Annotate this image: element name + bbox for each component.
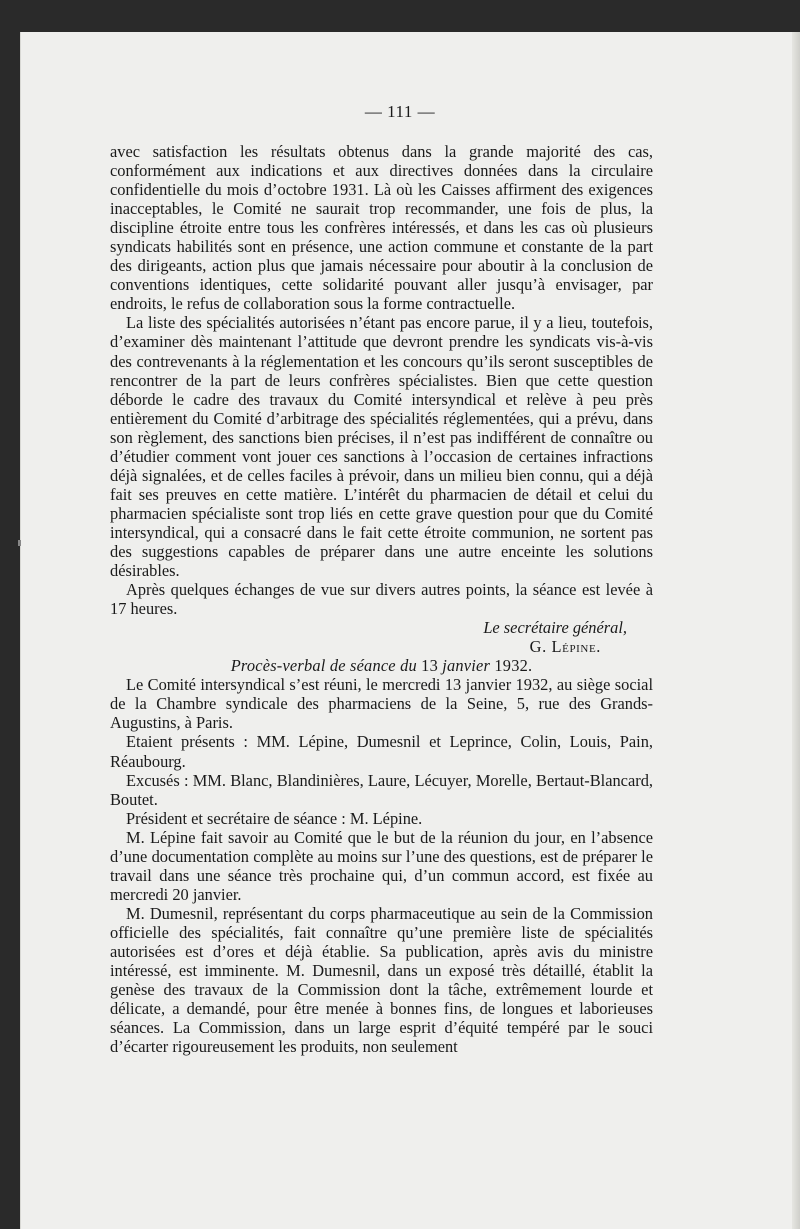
paragraph-specialities: La liste des spécialités autorisées n’étant pas encore parue, il y a lieu, toutefois, d’examiner dès maintenant l’attitude que devront prendre les syndicats vis-à-vis des contrevenants à la réglementation et les concours qu’ils seront susceptibles de rencontrer de la part de leurs confrères spécialistes. Bien que cette question déborde le cadre des travaux du Comité intersyndical et relève à peu près entièrement du Comité d’arbitrage des spécialités réglementées, qui a prévu, dans son règlement, des sanctions bien précises, il n’est pas indifférent de connaître ou d’étudier comment vont jouer ces sanctions à l’occasion de certaines infractions déjà signalées, et de celles faciles à prévoir, dans un milieu bien connu, qui a déjà fait ses preuves en cette matière. L’intérêt du pharmacien de détail et celui du pharmacien spécialiste sont trop liés en cette grave question pour que du Comité intersyndical, qui a consacré dans le fait cette étroite communion, ne sortent pas des suggestions capables de préparer dans une autre enceinte les solutions désirables. xyxy=(110,313,653,581)
minutes-dumesnil-statement: M. Dumesnil, représentant du corps pharmaceutique au sein de la Commission officielle des spécialités, fait connaître qu’une première liste de spécialités autorisées est d’ores et déjà établie. Sa publication, après avis du ministre intéressé, est imminente. M. Dumesnil, dans un exposé très détaillé, établit la genèse des travaux de la Commission dont la tâche, extrêmement lourde et délicate, a demandé, pour être menée à bonnes fins, de longues et laborieuses séances. La Commission, dans un large esprit d’équité tempéré par le souci d’écarter rigoureusement les produits, non seulement xyxy=(110,903,653,1057)
paragraph-closing: Après quelques échanges de vue sur divers autres points, la séance est levée à 17 heures. xyxy=(110,580,653,619)
minutes-lepine-statement: M. Lépine fait savoir au Comité que le but de la réunion du jour, en l’absence d’une documentation complète au moins sur l’une des questions, est de préparer le travail dans une séance très prochaine qui, d’un commun accord, est fixée au mercredi 20 janvier. xyxy=(110,827,653,904)
signature-title: Le secrétaire général, xyxy=(483,618,627,638)
page-edge xyxy=(792,32,800,1229)
body-text xyxy=(110,142,653,1056)
paragraph-continuation: avec satisfaction les résultats obtenus dans la grande majorité des cas, conformément aux indications et aux directives données dans la circulaire confidentielle du mois d’octobre 1931. Là où les Caisses affirment des exigences inacceptables, le Comité ne saurait trop recommander, une fois de plus, la discipline étroite entre tous les confrères intéressés, et dans les cas où plusieurs syndicats habilités sont en présence, une action commune et constante de la part des dirigeants, action plus que jamais nécessaire pour aboutir à la conclusion de conventions identiques, cette solidarité pouvant aller jusqu’à envisager, par endroits, le refus de collaboration sous la forme contractuelle. xyxy=(110,142,653,314)
minutes-excused: Excusés : MM. Blanc, Blandinières, Laure, Lécuyer, Morelle, Bertaut-Blancard, Boutet. xyxy=(110,770,653,809)
signature-name: G. Lépine. xyxy=(529,637,601,657)
minutes-heading: Procès-verbal de séance du 13 janvier 1932. xyxy=(230,656,533,676)
page-number: — 111 — xyxy=(364,102,436,121)
margin-mark xyxy=(18,540,21,546)
minutes-president: Président et secrétaire de séance : M. Lépine. xyxy=(126,808,423,828)
minutes-meeting: Le Comité intersyndical s’est réuni, le mercredi 13 janvier 1932, au siège social de la Chambre syndicale des pharmaciens de la Seine, 5, rue des Grands-Augustins, à Paris. xyxy=(110,675,653,733)
minutes-present: Etaient présents : MM. Lépine, Dumesnil et Leprince, Colin, Louis, Pain, Réaubourg. xyxy=(110,732,653,771)
